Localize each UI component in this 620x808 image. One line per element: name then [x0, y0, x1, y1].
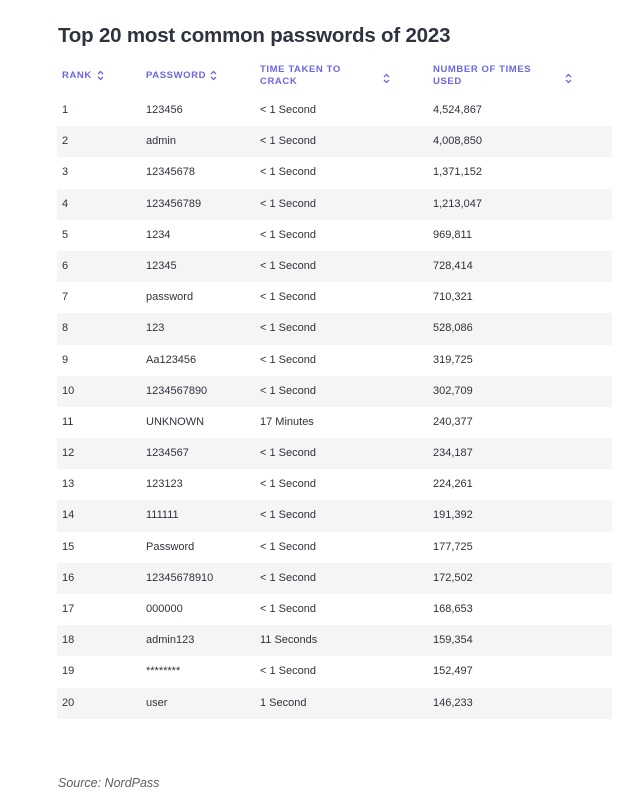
time-to-crack-cell: < 1 Second — [260, 478, 316, 491]
password-cell: password — [146, 291, 194, 304]
time-to-crack-cell: < 1 Second — [260, 197, 316, 210]
password-cell: 123 — [146, 322, 165, 335]
table-row — [57, 625, 612, 656]
table-row — [57, 532, 612, 563]
time-to-crack-cell: 1 Second — [260, 696, 307, 709]
password-cell: 123123 — [146, 478, 183, 491]
time-to-crack-cell: < 1 Second — [260, 104, 316, 116]
sort-icon[interactable] — [210, 70, 217, 81]
time-to-crack-cell: < 1 Second — [260, 665, 316, 678]
password-cell: ******** — [146, 665, 181, 678]
page-title: Top 20 most common passwords of 2023 — [58, 24, 451, 47]
times-used-cell: 172,502 — [433, 571, 473, 584]
rank-cell: 17 — [62, 603, 75, 615]
table-row — [57, 438, 612, 469]
password-cell: 1234567 — [146, 447, 189, 460]
table-header — [57, 58, 612, 94]
table-row — [57, 407, 612, 438]
times-used-cell: 1,371,152 — [433, 166, 482, 179]
table-row — [57, 500, 612, 531]
time-to-crack-cell: < 1 Second — [260, 353, 316, 366]
table-row — [57, 126, 612, 157]
rank-cell: 15 — [62, 540, 75, 553]
rank-cell: 18 — [62, 634, 75, 647]
times-used-cell: 969,811 — [433, 228, 472, 241]
table-row — [57, 469, 612, 500]
time-to-crack-cell: < 1 Second — [260, 259, 316, 272]
time-to-crack-cell: < 1 Second — [260, 447, 316, 460]
table-row — [57, 563, 612, 594]
rank-cell: 16 — [62, 571, 75, 584]
rank-cell: 6 — [62, 259, 69, 272]
table-row — [57, 95, 612, 126]
rank-cell: 14 — [62, 509, 75, 522]
time-to-crack-cell: < 1 Second — [260, 166, 316, 179]
times-used-cell: 728,414 — [433, 259, 473, 272]
password-cell: 123456 — [146, 104, 183, 116]
table-row — [57, 345, 612, 376]
table-row — [57, 157, 612, 188]
column-label: TIME TAKEN TO CRACK — [260, 64, 341, 87]
time-to-crack-cell: < 1 Second — [260, 603, 316, 615]
source-note: Source: NordPass — [58, 776, 160, 790]
time-to-crack-cell: < 1 Second — [260, 228, 316, 241]
column-label: RANK — [62, 70, 92, 81]
rank-cell: 8 — [62, 322, 69, 335]
column-header-times-used[interactable] — [433, 58, 543, 94]
rank-cell: 3 — [62, 166, 69, 179]
rank-cell: 9 — [62, 353, 69, 366]
times-used-cell: 234,187 — [433, 447, 473, 460]
password-cell: admin — [146, 135, 176, 148]
times-used-cell: 319,725 — [433, 353, 473, 366]
times-used-cell: 4,524,867 — [433, 104, 482, 116]
password-cell: 12345 — [146, 259, 177, 272]
table-row — [57, 251, 612, 282]
times-used-cell: 1,213,047 — [433, 197, 482, 210]
password-cell: 1234567890 — [146, 384, 208, 397]
time-to-crack-cell: < 1 Second — [260, 322, 316, 335]
password-cell: 12345678910 — [146, 571, 214, 584]
time-to-crack-cell: < 1 Second — [260, 540, 316, 553]
table-row — [57, 376, 612, 407]
rank-cell: 4 — [62, 197, 69, 210]
times-used-cell: 240,377 — [433, 415, 473, 428]
sort-icon[interactable] — [565, 73, 572, 84]
times-used-cell: 528,086 — [433, 322, 473, 335]
rank-cell: 11 — [62, 415, 74, 428]
time-to-crack-cell: 17 Minutes — [260, 415, 314, 428]
password-cell: user — [146, 696, 168, 709]
rank-cell: 20 — [62, 696, 75, 709]
times-used-cell: 4,008,850 — [433, 135, 482, 148]
times-used-cell: 302,709 — [433, 384, 473, 397]
table-row — [57, 688, 612, 719]
table-row — [57, 313, 612, 344]
password-cell: Aa123456 — [146, 353, 197, 366]
times-used-cell: 168,653 — [433, 603, 473, 615]
password-cell: Password — [146, 540, 195, 553]
column-header-time-to-crack[interactable] — [260, 58, 360, 94]
times-used-cell: 152,497 — [433, 665, 473, 678]
password-cell: 1234 — [146, 228, 171, 241]
column-label: PASSWORD — [146, 70, 207, 81]
rank-cell: 2 — [62, 135, 69, 148]
table-row — [57, 656, 612, 687]
rank-cell: 7 — [62, 291, 69, 304]
table-row — [57, 189, 612, 220]
table-row — [57, 282, 612, 313]
times-used-cell: 146,233 — [433, 696, 473, 709]
rank-cell: 5 — [62, 228, 69, 241]
rank-cell: 19 — [62, 665, 75, 678]
time-to-crack-cell: < 1 Second — [260, 291, 316, 304]
password-cell: UNKNOWN — [146, 415, 205, 428]
table-body — [57, 95, 612, 719]
time-to-crack-cell: < 1 Second — [260, 135, 316, 148]
rank-cell: 12 — [62, 447, 75, 460]
sort-icon[interactable] — [383, 73, 390, 84]
table-row — [57, 594, 612, 625]
sort-icon[interactable] — [97, 70, 104, 81]
time-to-crack-cell: 11 Seconds — [260, 634, 318, 647]
times-used-cell: 159,354 — [433, 634, 473, 647]
rank-cell: 10 — [62, 384, 75, 397]
time-to-crack-cell: < 1 Second — [260, 509, 316, 522]
password-cell: 000000 — [146, 603, 183, 615]
times-used-cell: 177,725 — [433, 540, 473, 553]
rank-cell: 1 — [62, 104, 69, 116]
time-to-crack-cell: < 1 Second — [260, 571, 316, 584]
rank-cell: 13 — [62, 478, 75, 491]
times-used-cell: 224,261 — [433, 478, 473, 491]
password-cell: 12345678 — [146, 166, 195, 179]
column-label: NUMBER OF TIMES USED — [433, 64, 532, 87]
times-used-cell: 191,392 — [433, 509, 473, 522]
password-cell: 111111 — [146, 509, 179, 522]
table-row — [57, 220, 612, 251]
time-to-crack-cell: < 1 Second — [260, 384, 316, 397]
password-cell: admin123 — [146, 634, 195, 647]
password-cell: 123456789 — [146, 197, 202, 210]
times-used-cell: 710,321 — [433, 291, 473, 304]
column-header-password[interactable] — [146, 58, 246, 94]
